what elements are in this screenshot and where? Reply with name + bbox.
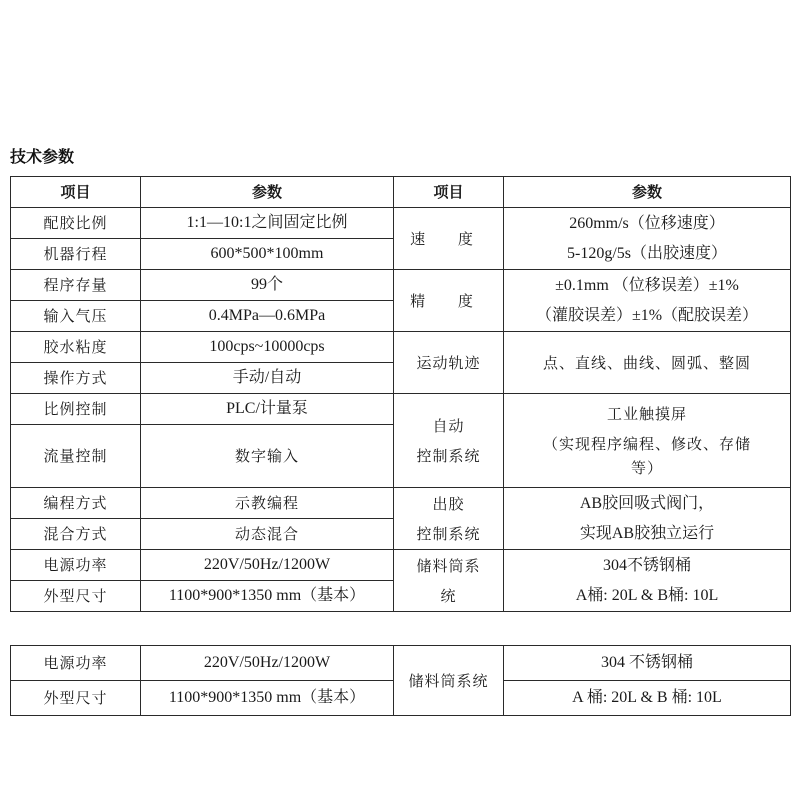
speed-label: 速 度: [394, 208, 504, 270]
row-label: 输入气压: [11, 301, 141, 332]
row-label: 配胶比例: [11, 208, 141, 239]
dispense-line: AB胶回吸式阀门，: [579, 494, 715, 512]
section-title: 技术参数: [10, 147, 75, 166]
table-row: [11, 488, 791, 519]
row-value: 数字输入: [141, 425, 394, 488]
speed-line: 5-120g/5s（出胶速度）: [566, 244, 727, 262]
storage-line: A 桶: 20L & B 桶: 10L: [504, 681, 791, 716]
auto-control-line: （实现程序编程、修改、存储: [542, 434, 751, 453]
speed-line: 260mm/s（位移速度）: [569, 214, 725, 232]
header-item: 项目: [11, 177, 141, 208]
row-label: 程序存量: [11, 270, 141, 301]
table-row: [11, 270, 791, 301]
row-label: 流量控制: [11, 425, 141, 488]
row-label: 电源功率: [11, 550, 141, 581]
row-label: 操作方式: [11, 363, 141, 394]
row-label: 编程方式: [11, 488, 141, 519]
table-row: [11, 332, 791, 363]
row-value: 220V/50Hz/1200W: [141, 646, 394, 681]
table-row: [11, 208, 791, 239]
row-label: 比例控制: [11, 394, 141, 425]
row-label: 机器行程: [11, 239, 141, 270]
row-value: 动态混合: [141, 519, 394, 550]
dispense-line: 实现AB胶独立运行: [579, 524, 715, 542]
row-value: 99个: [141, 270, 394, 301]
dispense-control-label: 出胶 控制系统: [394, 488, 504, 550]
motion-value: 点、直线、曲线、圆弧、整圆: [504, 332, 791, 394]
row-value: 600*500*100mm: [141, 239, 394, 270]
row-label: 外型尺寸: [11, 681, 141, 716]
row-value: 1100*900*1350 mm（基本）: [141, 681, 394, 716]
power-size-table: [10, 645, 791, 716]
row-value: 1:1—10:1之间固定比例: [141, 208, 394, 239]
precision-line: ±0.1mm （位移误差）±1%: [555, 276, 739, 294]
header-param: 参数: [141, 177, 394, 208]
row-value: 0.4MPa—0.6MPa: [141, 301, 394, 332]
auto-control-value: [504, 394, 791, 488]
row-label: 外型尺寸: [11, 581, 141, 612]
row-label: 混合方式: [11, 519, 141, 550]
table-header-row: [11, 177, 791, 208]
header-item-right: 项目: [394, 177, 504, 208]
header-param-right: 参数: [504, 177, 791, 208]
storage-line: 304 不锈钢桶: [504, 646, 791, 681]
auto-control-label: 自动 控制系统: [394, 394, 504, 488]
tech-params-table: [10, 176, 791, 612]
row-label: 电源功率: [11, 646, 141, 681]
table-row: [11, 394, 791, 425]
speed-value: [504, 208, 791, 270]
storage-label: 储料筒系 统: [394, 550, 504, 612]
row-value: 220V/50Hz/1200W: [141, 550, 394, 581]
storage-value: [504, 550, 791, 612]
auto-control-line: 等）: [630, 458, 663, 477]
row-value: 100cps~10000cps: [141, 332, 394, 363]
row-value: 示教编程: [141, 488, 394, 519]
storage-line: A桶: 20L & B桶: 10L: [575, 586, 719, 604]
table-row: [11, 550, 791, 581]
precision-label: 精 度: [394, 270, 504, 332]
row-value: PLC/计量泵: [141, 394, 394, 425]
row-label: 胶水粘度: [11, 332, 141, 363]
storage-label: 储料筒系统: [394, 646, 504, 716]
motion-label: 运动轨迹: [394, 332, 504, 394]
table-row: [11, 646, 791, 681]
precision-line: （灌胶误差）±1%（配胶误差）: [535, 306, 759, 324]
precision-value: [504, 270, 791, 332]
storage-line: 304不锈钢桶: [602, 556, 691, 574]
dispense-control-value: [504, 488, 791, 550]
row-value: 1100*900*1350 mm（基本）: [141, 581, 394, 612]
row-value: 手动/自动: [141, 363, 394, 394]
auto-control-line: 工业触摸屏: [606, 404, 687, 423]
